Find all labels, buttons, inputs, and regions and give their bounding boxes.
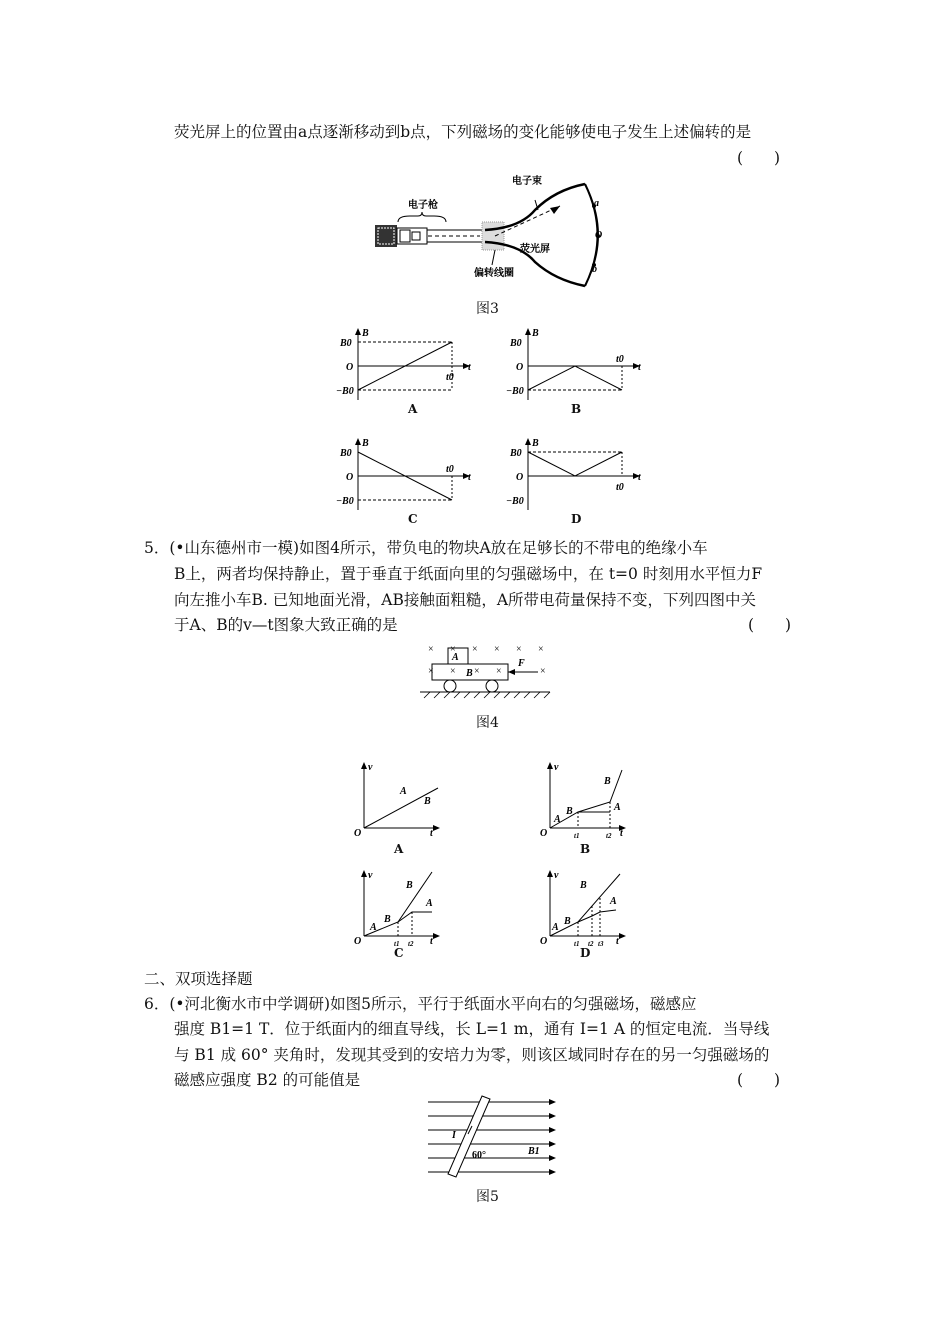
svg-text:×: × (450, 666, 456, 677)
svg-text:F: F (518, 658, 525, 669)
svg-text:B: B (604, 776, 611, 787)
svg-text:O: O (354, 936, 362, 947)
graph-5b (536, 760, 636, 840)
option-a-label: A (408, 402, 418, 416)
svg-text:t: t (616, 936, 619, 947)
option-5b-label: B (580, 842, 591, 856)
svg-text:B0: B0 (510, 338, 522, 349)
figure-5-field (424, 1094, 558, 1180)
electron-gun-label: 电子枪 (408, 200, 438, 211)
svg-text:×: × (496, 666, 502, 677)
point-o-label: O (595, 230, 603, 241)
figure-4-caption: 图4 (476, 715, 499, 731)
option-5d-label: D (580, 946, 591, 960)
svg-text:t2: t2 (588, 940, 594, 948)
option-5a-label: A (394, 842, 404, 856)
svg-text:t1: t1 (394, 940, 400, 948)
svg-text:B0: B0 (340, 338, 352, 349)
svg-text:v: v (554, 762, 559, 773)
svg-text:A: A (554, 814, 561, 825)
svg-text:−B0: −B0 (506, 386, 524, 397)
svg-text:B0: B0 (510, 448, 522, 459)
screen-label: 荧光屏 (520, 244, 550, 255)
graph-4a (336, 326, 476, 406)
q5-text-line1: 5．(•山东德州市一模)如图4所示，带负电的物块A放在足够长的不带电的绝缘小车 (144, 539, 708, 557)
svg-text:t: t (468, 362, 471, 373)
svg-text:B: B (406, 880, 413, 891)
svg-text:B: B (566, 806, 573, 817)
svg-text:t1: t1 (574, 832, 580, 840)
graph-4c (336, 436, 476, 516)
svg-text:O: O (346, 362, 354, 373)
svg-text:B: B (580, 880, 587, 891)
q6-text-line4: 磁感应强度 B2 的可能值是 (174, 1071, 361, 1089)
option-b-label: B (571, 402, 582, 416)
svg-text:×: × (428, 644, 434, 655)
figure-5-caption: 图5 (476, 1189, 499, 1205)
svg-text:A: A (552, 922, 559, 933)
svg-text:B: B (424, 796, 431, 807)
svg-text:t0: t0 (616, 354, 624, 365)
svg-text:O: O (354, 828, 362, 839)
svg-text:B1: B1 (528, 1146, 540, 1157)
svg-text:t: t (620, 828, 623, 839)
svg-text:×: × (472, 644, 478, 655)
svg-text:A: A (610, 896, 617, 907)
svg-text:×: × (540, 666, 546, 677)
svg-text:t: t (430, 936, 433, 947)
svg-text:×: × (474, 666, 480, 677)
point-a-label: a (594, 198, 599, 209)
svg-text:−B0: −B0 (506, 496, 524, 507)
svg-text:t3: t3 (598, 940, 604, 948)
svg-text:B: B (384, 914, 391, 925)
svg-text:B: B (532, 438, 539, 449)
q6-text-line3: 与 B1 成 60° 夹角时，发现其受到的安培力为零，则该区域同时存在的另一匀强磁场的 (174, 1046, 770, 1064)
svg-text:B: B (362, 328, 369, 339)
figure-3-crt (370, 170, 620, 285)
svg-text:v: v (368, 762, 373, 773)
svg-text:B: B (564, 916, 571, 927)
svg-text:O: O (516, 472, 524, 483)
svg-text:×: × (516, 644, 522, 655)
figure-3-caption: 图3 (476, 301, 499, 317)
svg-text:−B0: −B0 (336, 386, 354, 397)
section-2-title: 二、双项选择题 (144, 970, 253, 988)
figure-4-cart (420, 640, 560, 702)
q5-text-line4: 于A、B的v—t图象大致正确的是 (174, 616, 398, 634)
q4-answer-paren: ( ) (737, 149, 781, 167)
graph-4b (506, 326, 646, 406)
q5-text-line3: 向左推小车B. 已知地面光滑，AB接触面粗糙，A所带电荷量保持不变，下列四图中关 (174, 591, 757, 609)
svg-text:A: A (452, 652, 459, 663)
point-b-label: b (592, 264, 597, 275)
svg-text:A: A (614, 802, 621, 813)
q4-text-line1: 荧光屏上的位置由a点逐渐移动到b点，下列磁场的变化能够使电子发生上述偏转的是 (174, 123, 752, 141)
electron-beam-label: 电子束 (512, 176, 542, 187)
svg-text:t2: t2 (606, 832, 612, 840)
graph-5a (350, 760, 450, 840)
svg-text:O: O (540, 828, 548, 839)
q6-text-line2: 强度 B1=1 T．位于纸面内的细直导线，长 L=1 m，通有 I=1 A 的恒定电流．当导线 (174, 1020, 770, 1038)
svg-text:×: × (494, 644, 500, 655)
svg-text:t0: t0 (446, 372, 454, 383)
option-5c-label: C (394, 946, 404, 960)
svg-text:v: v (368, 870, 373, 881)
svg-text:A: A (400, 786, 407, 797)
svg-text:×: × (450, 644, 456, 655)
svg-text:A: A (426, 898, 433, 909)
svg-text:×: × (428, 666, 434, 677)
svg-text:t: t (638, 472, 641, 483)
svg-text:t1: t1 (574, 940, 580, 948)
svg-text:60°: 60° (472, 1150, 486, 1161)
coil-label: 偏转线圈 (474, 268, 514, 279)
svg-text:t2: t2 (408, 940, 414, 948)
q6-text-line1: 6．(•河北衡水市中学调研)如图5所示，平行于纸面水平向右的匀强磁场，磁感应 (144, 995, 697, 1013)
option-c-label: C (408, 512, 418, 526)
svg-text:B: B (362, 438, 369, 449)
svg-text:B: B (466, 668, 473, 679)
svg-text:t: t (638, 362, 641, 373)
q6-answer-paren: ( ) (737, 1071, 781, 1089)
svg-text:v: v (554, 870, 559, 881)
svg-text:t: t (468, 472, 471, 483)
svg-text:t0: t0 (616, 482, 624, 493)
svg-text:I: I (452, 1130, 456, 1141)
svg-text:B0: B0 (340, 448, 352, 459)
svg-text:−B0: −B0 (336, 496, 354, 507)
graph-5d (536, 868, 636, 948)
svg-text:O: O (516, 362, 524, 373)
svg-text:t: t (430, 828, 433, 839)
q5-answer-paren: ( ) (748, 616, 792, 634)
deflection-coil (482, 222, 504, 250)
svg-text:t0: t0 (446, 464, 454, 475)
graph-4d (506, 436, 646, 516)
svg-text:A: A (370, 922, 377, 933)
q5-text-line2: B上，两者均保持静止，置于垂直于纸面向里的匀强磁场中，在 t=0 时刻用水平恒力F (174, 565, 763, 583)
graph-5c (350, 868, 450, 948)
svg-text:O: O (346, 472, 354, 483)
svg-text:O: O (540, 936, 548, 947)
svg-text:B: B (532, 328, 539, 339)
svg-text:×: × (538, 644, 544, 655)
option-d-label: D (571, 512, 582, 526)
